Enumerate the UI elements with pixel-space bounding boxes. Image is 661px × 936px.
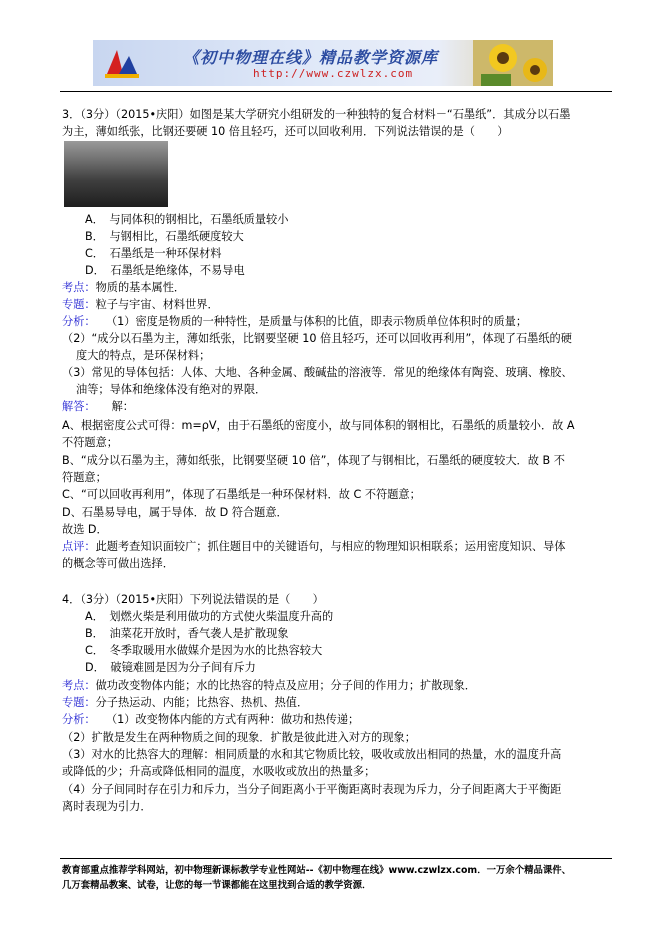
q3-dianping-label: 点评： [62,540,96,553]
q4-option-b: B． 油菜花开放时，香气袭人是扩散现象 [85,627,289,640]
q3-jieda-line-7: 故选 D． [62,523,108,536]
q4-fenxi-line-5: （4）分子间同时存在引力和斥力，当分子间距离小于平衡距离时表现为斥力，分子间距离大于平衡距 [62,783,562,796]
q3-dianping-line-2: 的概念等可做出选择． [62,557,174,570]
header-banner [93,40,553,86]
q4-fenxi-line-6: 离时表现为引力． [62,800,152,813]
q3-fenxi-line-5: 油等；导体和绝缘体没有绝对的界限． [76,383,267,396]
q3-option-d: D． 石墨纸是绝缘体，不易导电 [85,264,245,277]
site-logo-icon [103,44,141,82]
q3-jieda-line-1: A、根据密度公式可得：m=ρV，由于石墨纸的密度小，故与同体积的钢相比，石墨纸的质量较小．故 A [62,419,575,432]
graphite-paper-photo [64,141,168,207]
q3-zhuanti-text: 粒子与宇宙、材料世界． [95,298,219,311]
q3-fenxi-label: 分析： [62,315,96,328]
q3-kaodian-text: 物质的基本属性． [95,281,186,294]
banner-title: 《初中物理在线》精品教学资源库 [183,48,439,67]
q4-kaodian-text: 做功改变物体内能；水的比热容的特点及应用；分子间的作用力；扩散现象． [95,679,476,692]
q4-fenxi-line-3: （3）对水的比热容大的理解：相同质量的水和其它物质比较，吸收或放出相同的热量，水的温度升高 [62,748,562,761]
q3-kaodian-label: 考点： [62,281,96,294]
q4-option-a: A． 划燃火柴是利用做功的方式使火柴温度升高的 [85,610,334,623]
q4-fenxi-line-2: （2）扩散是发生在两种物质之间的现象．扩散是彼此进入对方的现象； [62,731,416,744]
q3-jieda-line-3: B、“成分以石墨为主，薄如纸张，比钢要坚硬 10 倍”，体现了与钢相比，石墨纸的硬度较大．故 B 不 [62,454,565,467]
q4-stem: 4．（3分）（2015•庆阳）下列说法错误的是（ ） [62,593,324,606]
footer-rule [60,858,612,859]
q3-jieda-line-2: 不符题意； [62,436,118,449]
q3-stem-line-2: 为主，薄如纸张，比钢还要硬 10 倍且轻巧，还可以回收利用．下列说法错误的是（ ） [62,125,509,138]
q3-jieda-line-6: D、石墨易导电，属于导体．故 D 符合题意． [62,506,288,519]
q3-dianping [62,539,565,555]
q4-option-d: D． 破镜难圆是因为分子间有斥力 [85,661,256,674]
footer-line-2: 几万套精品教案、试卷，让您的每一节课都能在这里找到合适的教学资源． [62,880,372,891]
q3-option-b: B． 与钢相比，石墨纸硬度较大 [85,230,244,243]
banner-url[interactable]: http://www.czwlzx.com [253,67,414,80]
q4-fenxi [62,712,359,728]
q3-stem-line-1: 3．（3分）（2015•庆阳）如图是某大学研究小组研发的一种独特的复合材料－“石墨纸”．其成分以石墨 [62,108,571,121]
q3-jieda-head: 解： [111,400,134,413]
q3-zhuanti [62,297,219,313]
q4-zhuanti-text: 分子热运动、内能；比热容、热机、热值． [95,696,309,709]
q4-zhuanti [62,695,308,711]
q4-kaodian [62,678,476,694]
q3-jieda-label: 解答： [62,400,96,413]
q3-fenxi-line-3: 度大的特点，是环保材料； [76,349,211,362]
q3-fenxi-line-2: （2）“成分以石墨为主，薄如纸张，比钢要坚硬 10 倍且轻巧，还可以回收再利用”，体现了石墨纸的硬 [62,332,572,345]
q4-fenxi-line-1: （1）改变物体内能的方式有两种：做功和热传递； [111,713,360,726]
q4-fenxi-line-4: 或降低的少；升高或降低相同的温度，水吸收或放出的热量多； [62,765,376,778]
q3-jieda-line-4: 符题意； [62,471,107,484]
footer-line-1: 教育部重点推荐学科网站，初中物理新课标教学专业性网站--《初中物理在线》www.czwlzx.com．一万余个精品课件、 [62,865,571,876]
q3-option-c: C． 石墨纸是一种环保材料 [85,247,222,260]
q3-fenxi-line-1: （1）密度是物质的一种特性，是质量与体积的比值，即表示物质单位体积时的质量； [111,315,528,328]
q3-jieda [62,399,134,415]
q3-fenxi [62,314,527,330]
q4-kaodian-label: 考点： [62,679,96,692]
q3-dianping-line-1: 此题考查知识面较广；抓住题目中的关键语句，与相应的物理知识相联系；运用密度知识、导体 [95,540,566,553]
q4-option-c: C． 冬季取暖用水做媒介是因为水的比热容较大 [85,644,323,657]
q4-fenxi-label: 分析： [62,713,96,726]
sunflower-icon [473,40,553,86]
q3-jieda-line-5: C、“可以回收再利用”，体现了石墨纸是一种环保材料．故 C 不符题意； [62,488,421,501]
q3-kaodian [62,280,185,296]
q4-zhuanti-label: 专题： [62,696,96,709]
q3-zhuanti-label: 专题： [62,298,96,311]
q3-option-a: A． 与同体积的钢相比，石墨纸质量较小 [85,213,289,226]
q3-fenxi-line-4: （3）常见的导体包括：人体、大地、各种金属、酸碱盐的溶液等．常见的绝缘体有陶瓷、玻璃、橡胶、 [62,366,573,379]
header-rule [60,91,612,92]
